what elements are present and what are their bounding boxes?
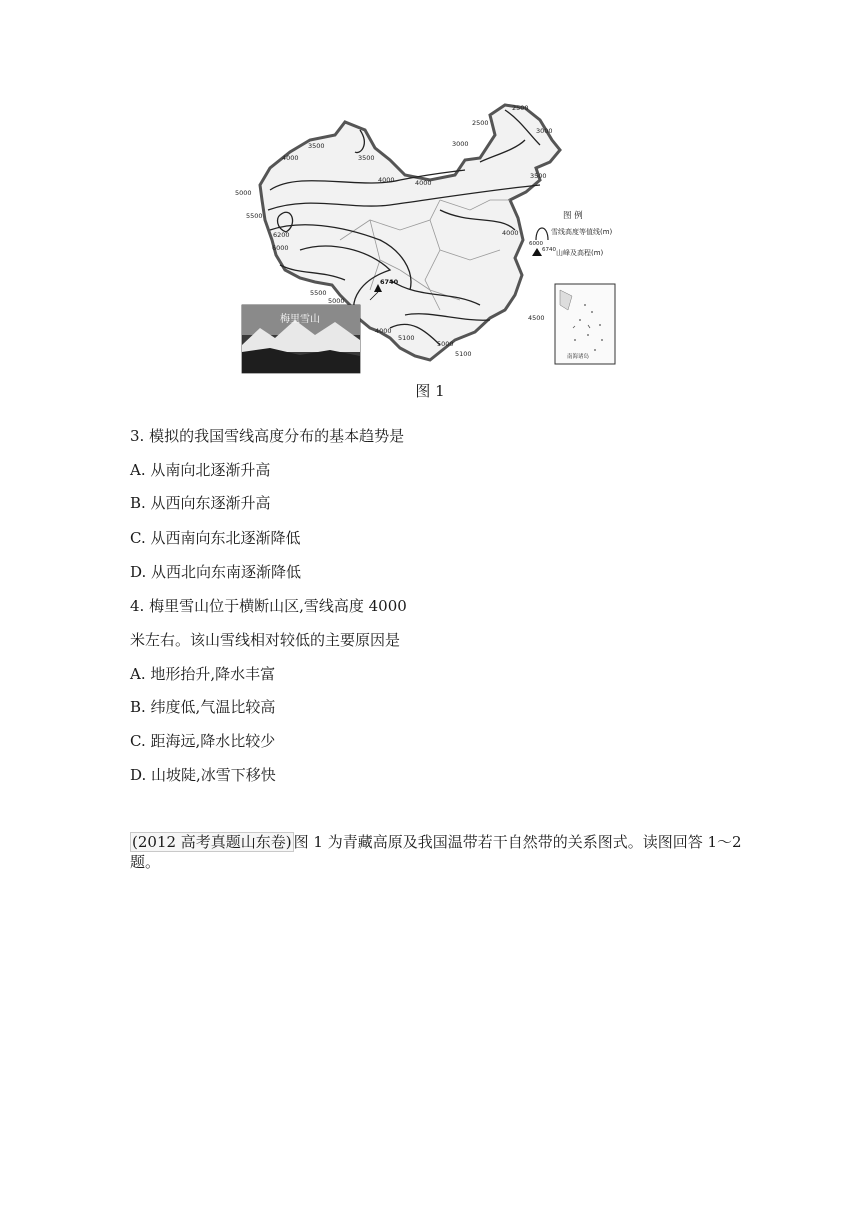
peak-legend-icon bbox=[532, 248, 542, 256]
question-3-stem: 3. 模拟的我国雪线高度分布的基本趋势是 bbox=[130, 427, 405, 445]
question-3-option-a: A. 从南向北逐渐升高 bbox=[130, 461, 271, 479]
contour-label: 3500 bbox=[530, 172, 547, 180]
source-text-continued: 题。 bbox=[130, 853, 161, 871]
contour-label: 5000 bbox=[235, 189, 252, 197]
question-4-stem-line2: 米左右。该山雪线相对较低的主要原因是 bbox=[130, 631, 401, 649]
contour-label: 2500 bbox=[512, 104, 529, 112]
contour-label: 5500 bbox=[246, 212, 263, 220]
question-3-option-b: B. 从西向东逐渐升高 bbox=[130, 494, 271, 512]
photo-label: 梅里雪山 bbox=[280, 314, 320, 325]
question-3-option-c: C. 从西南向东北逐渐降低 bbox=[130, 529, 301, 547]
question-4-option-c: C. 距海远,降水比较少 bbox=[130, 732, 276, 750]
china-snowline-map bbox=[235, 100, 630, 375]
question-4-option-d: D. 山坡陡,冰雪下移快 bbox=[130, 766, 276, 784]
contour-label: 5000 bbox=[328, 297, 345, 305]
contour-label: 3500 bbox=[308, 142, 325, 150]
legend-title: 图 例 bbox=[563, 211, 583, 221]
question-3-option-d: D. 从西北向东南逐渐降低 bbox=[130, 563, 302, 581]
question-4-option-a: A. 地形抬升,降水丰富 bbox=[130, 665, 276, 683]
contour-label: 6000 bbox=[272, 244, 289, 252]
source-line bbox=[130, 832, 742, 852]
source-text: 图 1 为青藏高原及我国温带若干自然带的关系图式。读图回答 1～2 bbox=[293, 833, 742, 851]
contour-label: 5100 bbox=[398, 334, 415, 342]
peak-label: 6740 bbox=[380, 278, 399, 286]
legend-isoline-label: 雪线高度等值线(m) bbox=[551, 228, 613, 236]
figure-caption: 图 1 bbox=[415, 382, 445, 400]
snowline-map-figure bbox=[235, 100, 630, 375]
contour-label: 3000 bbox=[452, 140, 469, 148]
inset-label: 南海诸岛 bbox=[567, 354, 590, 360]
contour-label: 4000 bbox=[378, 176, 395, 184]
contour-label: 2500 bbox=[472, 119, 489, 127]
meili-snow-mountain-photo bbox=[242, 305, 360, 373]
question-4-option-b: B. 纬度低,气温比较高 bbox=[130, 698, 276, 716]
contour-label: 3500 bbox=[358, 154, 375, 162]
contour-label: 5000 bbox=[437, 340, 454, 348]
question-4-stem-line1: 4. 梅里雪山位于横断山区,雪线高度 4000 bbox=[130, 597, 407, 615]
map-legend bbox=[529, 210, 613, 257]
contour-label: 5500 bbox=[310, 289, 327, 297]
contour-label: 6200 bbox=[273, 231, 290, 239]
contour-label: 4000 bbox=[502, 229, 519, 237]
contour-label: 4500 bbox=[528, 314, 545, 322]
legend-peak-label: 山峰及高程(m) bbox=[556, 249, 604, 257]
contour-label: 4000 bbox=[415, 179, 432, 187]
contour-label: 5100 bbox=[455, 350, 472, 358]
isoline-legend-icon bbox=[536, 228, 548, 240]
contour-label: 3000 bbox=[536, 127, 553, 135]
source-tag: (2012 高考真题山东卷) bbox=[132, 833, 292, 851]
legend-peak-value: 6740 bbox=[542, 247, 556, 253]
contour-label: 4000 bbox=[375, 327, 392, 335]
contour-label: 4000 bbox=[282, 154, 299, 162]
south-china-sea-inset bbox=[555, 284, 615, 364]
legend-sample-value: 6000 bbox=[529, 241, 543, 247]
